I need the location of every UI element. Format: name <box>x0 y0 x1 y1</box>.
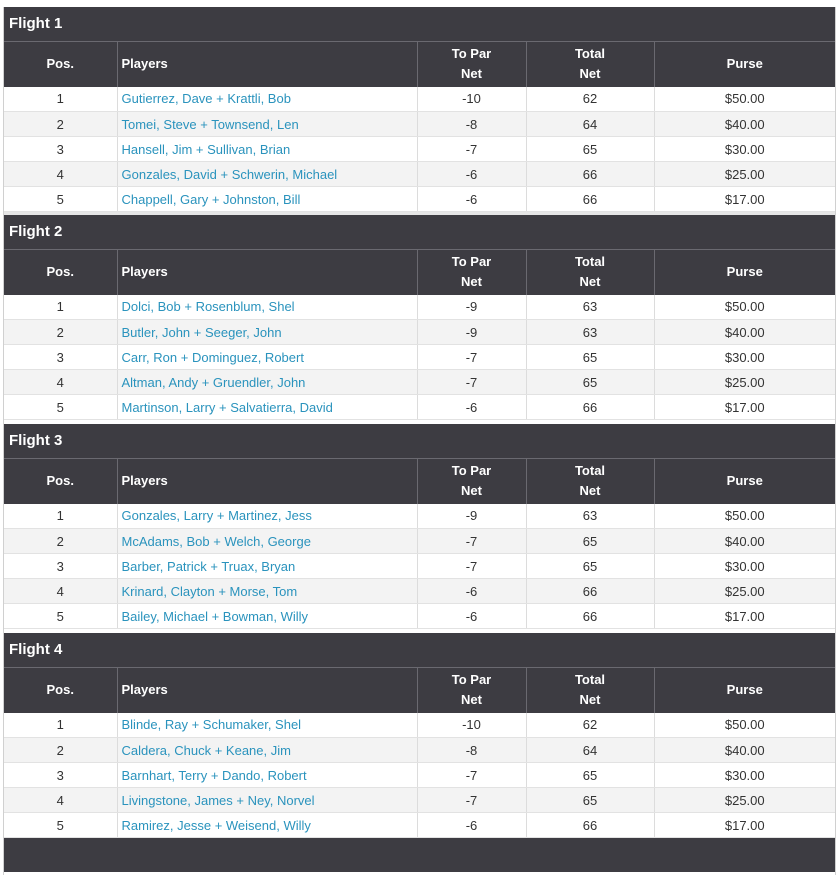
cell-total: 63 <box>526 504 654 529</box>
results-table <box>4 458 835 629</box>
flight-section <box>4 7 835 212</box>
flight-title: Flight 3 <box>4 424 835 458</box>
cell-to-par: -10 <box>417 713 526 738</box>
col-header-players: Players <box>117 250 417 295</box>
footer-bar <box>4 838 835 872</box>
results-container <box>4 7 835 872</box>
table-row <box>4 713 835 738</box>
cell-to-par: -7 <box>417 554 526 579</box>
cell-total: 64 <box>526 112 654 137</box>
table-row <box>4 554 835 579</box>
flight-section <box>4 424 835 629</box>
cell-pos: 5 <box>4 604 117 629</box>
cell-players-link[interactable]: Gonzales, David + Schwerin, Michael <box>117 162 417 187</box>
col-header-players: Players <box>117 42 417 87</box>
cell-purse: $30.00 <box>654 554 835 579</box>
table-row <box>4 604 835 629</box>
col-header-to-par: To Par Net <box>417 668 526 713</box>
cell-players-link[interactable]: Hansell, Jim + Sullivan, Brian <box>117 137 417 162</box>
cell-players-link[interactable]: Gonzales, Larry + Martinez, Jess <box>117 504 417 529</box>
cell-players-link[interactable]: Carr, Ron + Dominguez, Robert <box>117 345 417 370</box>
cell-players-link[interactable]: Caldera, Chuck + Keane, Jim <box>117 738 417 763</box>
cell-players-link[interactable]: Altman, Andy + Gruendler, John <box>117 370 417 395</box>
col-header-to-par: To Par Net <box>417 42 526 87</box>
cell-to-par: -9 <box>417 504 526 529</box>
cell-players-link[interactable]: Bailey, Michael + Bowman, Willy <box>117 604 417 629</box>
col-header-total: Total Net <box>526 250 654 295</box>
cell-pos: 1 <box>4 504 117 529</box>
cell-players-link[interactable]: Chappell, Gary + Johnston, Bill <box>117 187 417 212</box>
table-row <box>4 395 835 420</box>
cell-total: 63 <box>526 320 654 345</box>
cell-pos: 3 <box>4 554 117 579</box>
cell-pos: 5 <box>4 187 117 212</box>
cell-purse: $25.00 <box>654 579 835 604</box>
col-header-total: Total Net <box>526 42 654 87</box>
cell-purse: $30.00 <box>654 137 835 162</box>
cell-pos: 1 <box>4 87 117 112</box>
cell-purse: $25.00 <box>654 788 835 813</box>
table-header-row <box>4 42 835 87</box>
cell-purse: $30.00 <box>654 763 835 788</box>
cell-pos: 4 <box>4 162 117 187</box>
cell-total: 62 <box>526 713 654 738</box>
cell-pos: 3 <box>4 345 117 370</box>
col-header-purse: Purse <box>654 668 835 713</box>
results-table <box>4 41 835 212</box>
cell-purse: $50.00 <box>654 504 835 529</box>
col-header-players: Players <box>117 668 417 713</box>
table-row <box>4 137 835 162</box>
col-header-pos: Pos. <box>4 668 117 713</box>
cell-total: 65 <box>526 554 654 579</box>
cell-players-link[interactable]: Livingstone, James + Ney, Norvel <box>117 788 417 813</box>
cell-total: 66 <box>526 395 654 420</box>
cell-pos: 2 <box>4 112 117 137</box>
cell-to-par: -7 <box>417 345 526 370</box>
table-header-row <box>4 459 835 504</box>
cell-to-par: -7 <box>417 529 526 554</box>
cell-to-par: -8 <box>417 738 526 763</box>
flight-title: Flight 2 <box>4 215 835 249</box>
cell-players-link[interactable]: Krinard, Clayton + Morse, Tom <box>117 579 417 604</box>
cell-pos: 4 <box>4 370 117 395</box>
col-header-pos: Pos. <box>4 459 117 504</box>
cell-purse: $25.00 <box>654 162 835 187</box>
cell-purse: $40.00 <box>654 112 835 137</box>
results-table <box>4 249 835 420</box>
cell-players-link[interactable]: Dolci, Bob + Rosenblum, Shel <box>117 295 417 320</box>
cell-purse: $25.00 <box>654 370 835 395</box>
col-header-players: Players <box>117 459 417 504</box>
col-header-total: Total Net <box>526 459 654 504</box>
cell-total: 65 <box>526 529 654 554</box>
cell-total: 65 <box>526 370 654 395</box>
cell-pos: 5 <box>4 813 117 838</box>
cell-total: 65 <box>526 345 654 370</box>
cell-to-par: -10 <box>417 87 526 112</box>
col-header-total: Total Net <box>526 668 654 713</box>
cell-purse: $50.00 <box>654 295 835 320</box>
cell-total: 66 <box>526 162 654 187</box>
cell-players-link[interactable]: Gutierrez, Dave + Krattli, Bob <box>117 87 417 112</box>
col-header-purse: Purse <box>654 250 835 295</box>
right-border <box>835 7 836 875</box>
cell-to-par: -6 <box>417 395 526 420</box>
cell-pos: 3 <box>4 137 117 162</box>
col-header-pos: Pos. <box>4 42 117 87</box>
cell-players-link[interactable]: Martinson, Larry + Salvatierra, David <box>117 395 417 420</box>
cell-total: 65 <box>526 763 654 788</box>
cell-purse: $50.00 <box>654 713 835 738</box>
table-row <box>4 370 835 395</box>
col-header-purse: Purse <box>654 459 835 504</box>
cell-purse: $30.00 <box>654 345 835 370</box>
flight-title: Flight 4 <box>4 633 835 667</box>
table-row <box>4 788 835 813</box>
col-header-to-par: To Par Net <box>417 250 526 295</box>
cell-pos: 2 <box>4 320 117 345</box>
table-row <box>4 738 835 763</box>
cell-players-link[interactable]: Butler, John + Seeger, John <box>117 320 417 345</box>
cell-to-par: -6 <box>417 579 526 604</box>
table-row <box>4 504 835 529</box>
col-header-pos: Pos. <box>4 250 117 295</box>
cell-to-par: -7 <box>417 137 526 162</box>
cell-purse: $17.00 <box>654 813 835 838</box>
flight-section <box>4 215 835 420</box>
cell-to-par: -9 <box>417 320 526 345</box>
table-row <box>4 579 835 604</box>
cell-players-link[interactable]: Barber, Patrick + Truax, Bryan <box>117 554 417 579</box>
cell-to-par: -6 <box>417 187 526 212</box>
cell-pos: 3 <box>4 763 117 788</box>
cell-total: 65 <box>526 788 654 813</box>
table-row <box>4 320 835 345</box>
cell-to-par: -6 <box>417 813 526 838</box>
cell-to-par: -6 <box>417 604 526 629</box>
cell-players-link[interactable]: Blinde, Ray + Schumaker, Shel <box>117 713 417 738</box>
cell-total: 62 <box>526 87 654 112</box>
cell-total: 66 <box>526 604 654 629</box>
table-row <box>4 813 835 838</box>
table-header-row <box>4 250 835 295</box>
cell-pos: 4 <box>4 579 117 604</box>
col-header-to-par: To Par Net <box>417 459 526 504</box>
cell-to-par: -6 <box>417 162 526 187</box>
table-row <box>4 295 835 320</box>
table-row <box>4 763 835 788</box>
cell-total: 63 <box>526 295 654 320</box>
cell-pos: 1 <box>4 713 117 738</box>
cell-purse: $17.00 <box>654 187 835 212</box>
flight-section <box>4 633 835 838</box>
cell-pos: 4 <box>4 788 117 813</box>
cell-players-link[interactable]: McAdams, Bob + Welch, George <box>117 529 417 554</box>
cell-total: 66 <box>526 813 654 838</box>
cell-total: 65 <box>526 137 654 162</box>
cell-to-par: -8 <box>417 112 526 137</box>
table-row <box>4 345 835 370</box>
cell-total: 66 <box>526 187 654 212</box>
cell-purse: $17.00 <box>654 604 835 629</box>
table-row <box>4 87 835 112</box>
cell-pos: 1 <box>4 295 117 320</box>
cell-purse: $17.00 <box>654 395 835 420</box>
table-row <box>4 529 835 554</box>
cell-players-link[interactable]: Barnhart, Terry + Dando, Robert <box>117 763 417 788</box>
flight-title: Flight 1 <box>4 7 835 41</box>
cell-total: 64 <box>526 738 654 763</box>
cell-purse: $50.00 <box>654 87 835 112</box>
cell-pos: 2 <box>4 529 117 554</box>
cell-purse: $40.00 <box>654 320 835 345</box>
table-row <box>4 162 835 187</box>
cell-to-par: -9 <box>417 295 526 320</box>
table-header-row <box>4 668 835 713</box>
cell-total: 66 <box>526 579 654 604</box>
cell-purse: $40.00 <box>654 529 835 554</box>
cell-to-par: -7 <box>417 370 526 395</box>
cell-players-link[interactable]: Ramirez, Jesse + Weisend, Willy <box>117 813 417 838</box>
cell-players-link[interactable]: Tomei, Steve + Townsend, Len <box>117 112 417 137</box>
col-header-purse: Purse <box>654 42 835 87</box>
table-row <box>4 112 835 137</box>
cell-to-par: -7 <box>417 763 526 788</box>
table-row <box>4 187 835 212</box>
cell-purse: $40.00 <box>654 738 835 763</box>
cell-pos: 2 <box>4 738 117 763</box>
cell-to-par: -7 <box>417 788 526 813</box>
results-table <box>4 667 835 838</box>
cell-pos: 5 <box>4 395 117 420</box>
